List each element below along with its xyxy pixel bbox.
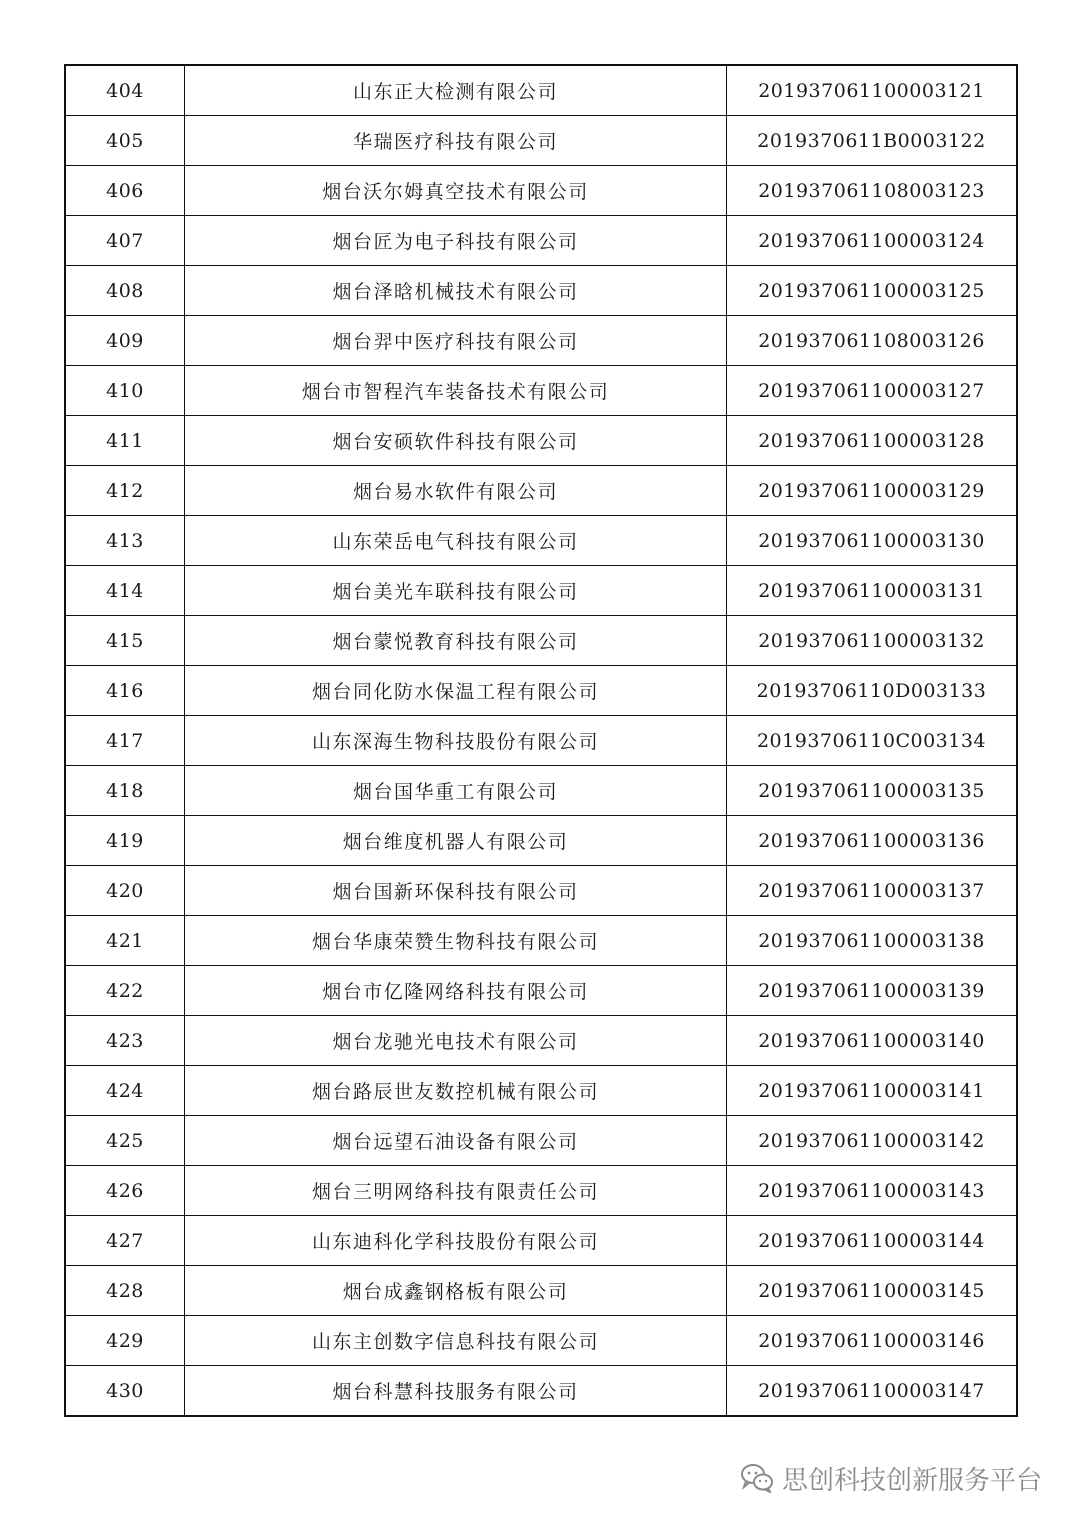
table-row: [65, 316, 1017, 366]
row-number-cell: 417: [65, 716, 185, 766]
row-number-cell: 422: [65, 966, 185, 1016]
company-list-table-wrapper: [64, 64, 1016, 1417]
company-name-cell: 烟台华康荣赞生物科技有限公司: [185, 916, 727, 966]
company-name-cell: 烟台远望石油设备有限公司: [185, 1116, 727, 1166]
registration-code-cell: 201937061100003138: [727, 916, 1018, 966]
table-row: [65, 1316, 1017, 1366]
registration-code-cell: 201937061100003125: [727, 266, 1018, 316]
registration-code-cell: 201937061100003147: [727, 1366, 1018, 1417]
row-number-cell: 423: [65, 1016, 185, 1066]
table-row: [65, 116, 1017, 166]
table-row: [65, 766, 1017, 816]
table-row: [65, 466, 1017, 516]
table-row: [65, 966, 1017, 1016]
company-name-cell: 山东正大检测有限公司: [185, 65, 727, 116]
row-number-cell: 414: [65, 566, 185, 616]
company-name-cell: 烟台市智程汽车装备技术有限公司: [185, 366, 727, 416]
company-name-cell: 烟台泽晗机械技术有限公司: [185, 266, 727, 316]
table-row: [65, 1066, 1017, 1116]
row-number-cell: 413: [65, 516, 185, 566]
registration-code-cell: 201937061100003137: [727, 866, 1018, 916]
company-name-cell: 烟台蒙悦教育科技有限公司: [185, 616, 727, 666]
wechat-icon: [740, 1463, 774, 1493]
table-row: [65, 1366, 1017, 1417]
registration-code-cell: 201937061100003130: [727, 516, 1018, 566]
table-row: [65, 266, 1017, 316]
row-number-cell: 430: [65, 1366, 185, 1417]
row-number-cell: 406: [65, 166, 185, 216]
company-name-cell: 烟台安硕软件科技有限公司: [185, 416, 727, 466]
company-name-cell: 烟台龙驰光电技术有限公司: [185, 1016, 727, 1066]
table-row: [65, 866, 1017, 916]
company-name-cell: 烟台羿中医疗科技有限公司: [185, 316, 727, 366]
row-number-cell: 409: [65, 316, 185, 366]
registration-code-cell: 201937061100003132: [727, 616, 1018, 666]
registration-code-cell: 201937061100003146: [727, 1316, 1018, 1366]
company-name-cell: 山东深海生物科技股份有限公司: [185, 716, 727, 766]
row-number-cell: 410: [65, 366, 185, 416]
company-name-cell: 烟台三明网络科技有限责任公司: [185, 1166, 727, 1216]
row-number-cell: 424: [65, 1066, 185, 1116]
row-number-cell: 427: [65, 1216, 185, 1266]
table-row: [65, 166, 1017, 216]
row-number-cell: 415: [65, 616, 185, 666]
registration-code-cell: 201937061100003136: [727, 816, 1018, 866]
company-name-cell: 烟台科慧科技服务有限公司: [185, 1366, 727, 1417]
company-name-cell: 烟台成鑫钢格板有限公司: [185, 1266, 727, 1316]
registration-code-cell: 201937061100003139: [727, 966, 1018, 1016]
registration-code-cell: 201937061100003135: [727, 766, 1018, 816]
table-row: [65, 916, 1017, 966]
table-row: [65, 65, 1017, 116]
wechat-watermark: [740, 1458, 1042, 1498]
company-name-cell: 烟台国新环保科技有限公司: [185, 866, 727, 916]
row-number-cell: 405: [65, 116, 185, 166]
table-row: [65, 616, 1017, 666]
row-number-cell: 420: [65, 866, 185, 916]
row-number-cell: 418: [65, 766, 185, 816]
table-row: [65, 816, 1017, 866]
table-body: [65, 65, 1017, 1416]
row-number-cell: 421: [65, 916, 185, 966]
company-name-cell: 烟台美光车联科技有限公司: [185, 566, 727, 616]
company-name-cell: 山东迪科化学科技股份有限公司: [185, 1216, 727, 1266]
registration-code-cell: 201937061100003145: [727, 1266, 1018, 1316]
company-name-cell: 烟台市亿隆网络科技有限公司: [185, 966, 727, 1016]
row-number-cell: 404: [65, 65, 185, 116]
company-name-cell: 烟台国华重工有限公司: [185, 766, 727, 816]
registration-code-cell: 201937061100003142: [727, 1116, 1018, 1166]
company-name-cell: 烟台维度机器人有限公司: [185, 816, 727, 866]
row-number-cell: 416: [65, 666, 185, 716]
registration-code-cell: 201937061100003128: [727, 416, 1018, 466]
table-row: [65, 366, 1017, 416]
row-number-cell: 408: [65, 266, 185, 316]
table-row: [65, 1116, 1017, 1166]
table-row: [65, 416, 1017, 466]
registration-code-cell: 201937061100003140: [727, 1016, 1018, 1066]
table-row: [65, 1166, 1017, 1216]
registration-code-cell: 201937061100003143: [727, 1166, 1018, 1216]
company-name-cell: 烟台沃尔姆真空技术有限公司: [185, 166, 727, 216]
registration-code-cell: 2019370611B0003122: [727, 116, 1018, 166]
registration-code-cell: 201937061100003141: [727, 1066, 1018, 1116]
registration-code-cell: 20193706110D003133: [727, 666, 1018, 716]
table-row: [65, 716, 1017, 766]
registration-code-cell: 201937061100003121: [727, 65, 1018, 116]
company-name-cell: 华瑞医疗科技有限公司: [185, 116, 727, 166]
company-name-cell: 烟台匠为电子科技有限公司: [185, 216, 727, 266]
table-row: [65, 566, 1017, 616]
company-name-cell: 烟台同化防水保温工程有限公司: [185, 666, 727, 716]
table-row: [65, 216, 1017, 266]
watermark-text: 思创科技创新服务平台: [781, 1465, 1042, 1496]
registration-code-cell: 201937061100003131: [727, 566, 1018, 616]
company-name-cell: 山东荣岳电气科技有限公司: [185, 516, 727, 566]
table-row: [65, 666, 1017, 716]
registration-code-cell: 201937061108003126: [727, 316, 1018, 366]
registration-code-cell: 201937061100003124: [727, 216, 1018, 266]
table-row: [65, 516, 1017, 566]
row-number-cell: 428: [65, 1266, 185, 1316]
row-number-cell: 407: [65, 216, 185, 266]
company-name-cell: 山东主创数字信息科技有限公司: [185, 1316, 727, 1366]
row-number-cell: 425: [65, 1116, 185, 1166]
registration-code-cell: 201937061100003144: [727, 1216, 1018, 1266]
company-name-cell: 烟台易水软件有限公司: [185, 466, 727, 516]
registration-code-cell: 20193706110C003134: [727, 716, 1018, 766]
registration-code-cell: 201937061100003127: [727, 366, 1018, 416]
table-row: [65, 1216, 1017, 1266]
registration-code-cell: 201937061100003129: [727, 466, 1018, 516]
row-number-cell: 412: [65, 466, 185, 516]
company-name-cell: 烟台路辰世友数控机械有限公司: [185, 1066, 727, 1116]
table-row: [65, 1016, 1017, 1066]
row-number-cell: 419: [65, 816, 185, 866]
company-list-table: [64, 64, 1018, 1417]
table-row: [65, 1266, 1017, 1316]
registration-code-cell: 201937061108003123: [727, 166, 1018, 216]
row-number-cell: 426: [65, 1166, 185, 1216]
row-number-cell: 429: [65, 1316, 185, 1366]
row-number-cell: 411: [65, 416, 185, 466]
